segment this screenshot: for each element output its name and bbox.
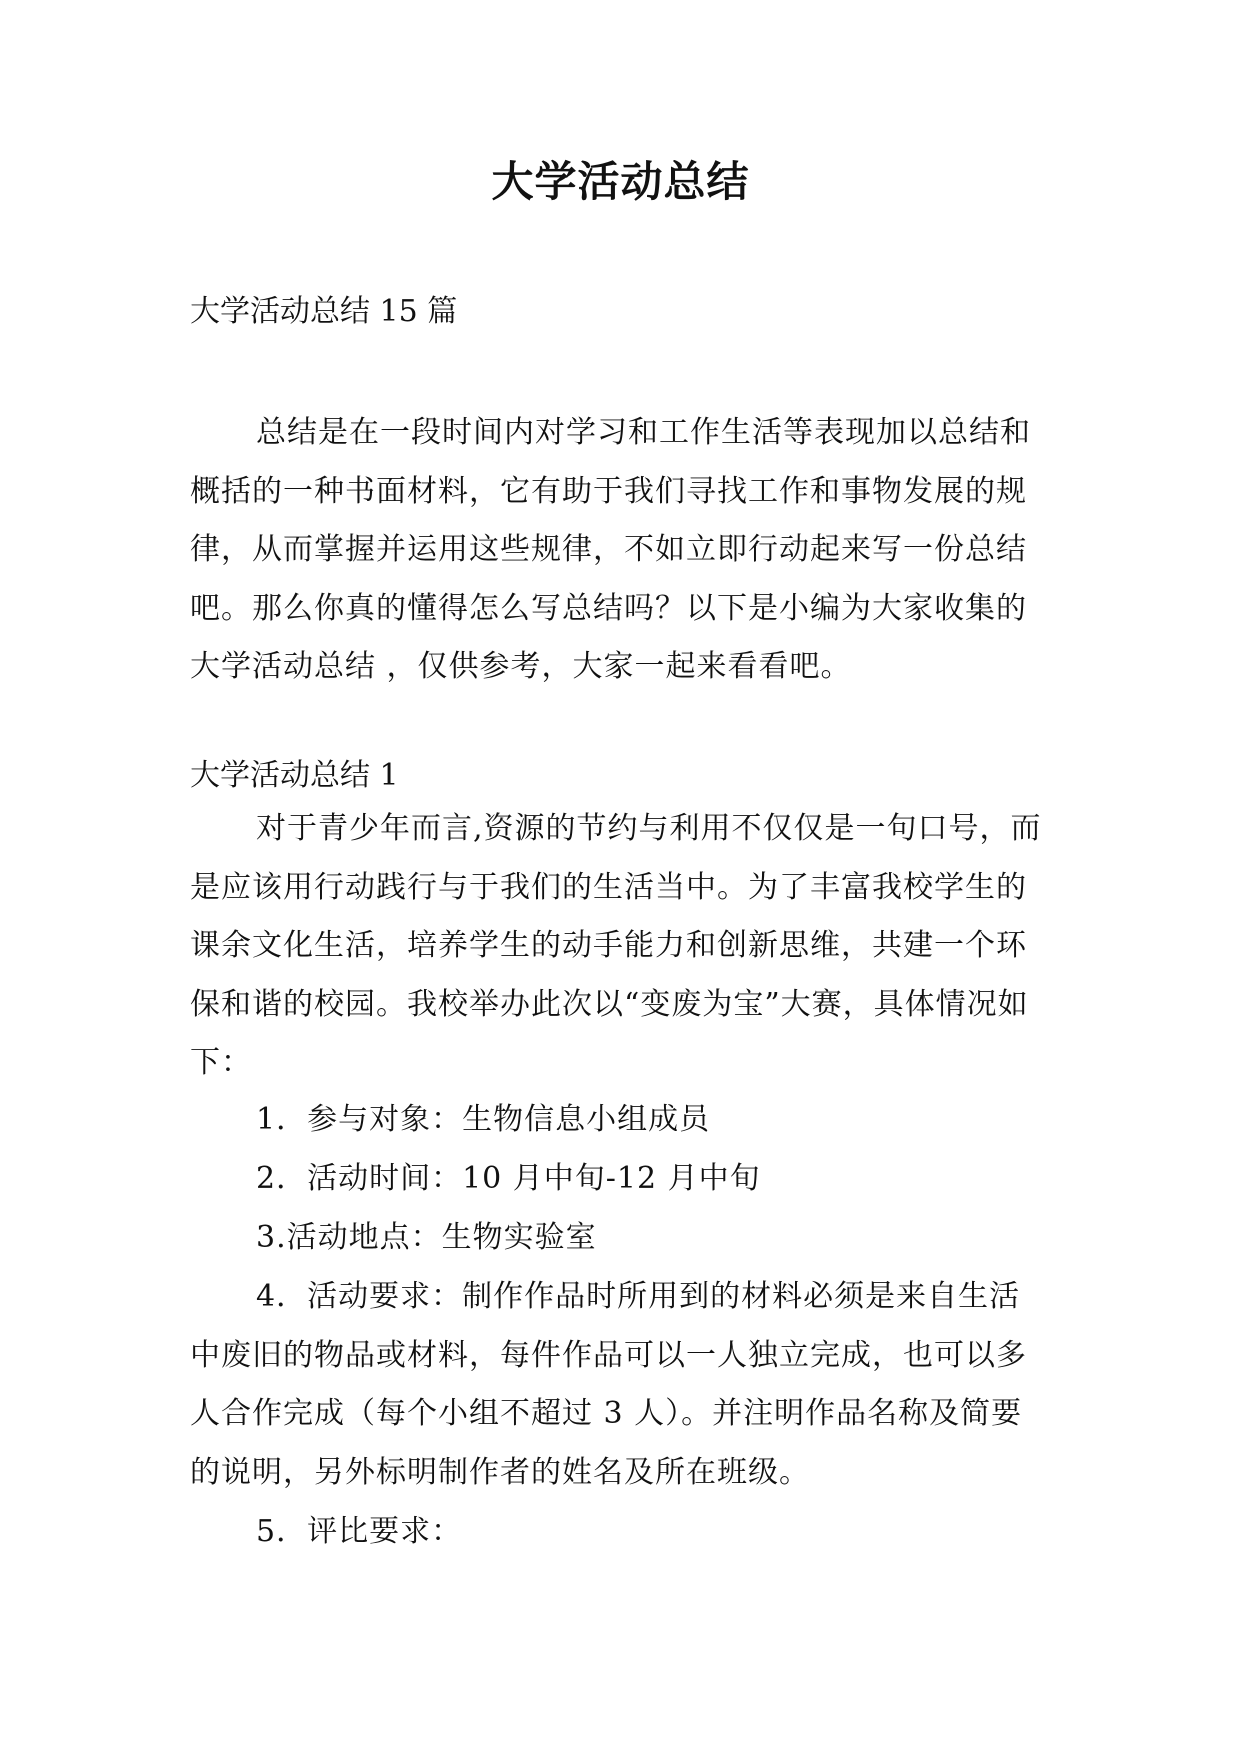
list-item: 5．评比要求： xyxy=(256,1514,463,1549)
document-subtitle: 大学活动总结 15 篇 xyxy=(190,294,458,329)
section-heading: 大学活动总结 1 xyxy=(190,758,399,793)
document-title: 大学活动总结 xyxy=(491,157,750,206)
list-item: 1．参与对象：生物信息小组成员 xyxy=(256,1102,711,1137)
section-paragraph: 对于青少年而言,资源的节约与利用不仅仅是一句口号，而是应该用行动践行与于我们的生活当中。为了丰富我校学生的课余文化生活，培养学生的动手能力和创新思维，共建一个环保和谐的校园。我校举办此次以“变废为宝”大赛，具体情况如下： xyxy=(190,811,1042,1080)
list-item-paragraph: 4．活动要求：制作作品时所用到的材料必须是来自生活中废旧的物品或材料，每件作品可以一人独立完成，也可以多人合作完成（每个小组不超过 3 人）。并注明作品名称及简要的说明，另外标明制作者的姓名及所在班级。 xyxy=(190,1279,1027,1490)
list-item: 3.活动地点：生物实验室 xyxy=(256,1220,597,1255)
list-item: 2．活动时间：10 月中旬-12 月中旬 xyxy=(256,1161,761,1196)
intro-paragraph: 总结是在一段时间内对学习和工作生活等表现加以总结和概括的一种书面材料，它有助于我们寻找工作和事物发展的规律，从而掌握并运用这些规律，不如立即行动起来写一份总结吧。那么你真的懂得怎么写总结吗？以下是小编为大家收集的大学活动总结 ，仅供参考，大家一起来看看吧。 xyxy=(190,415,1031,684)
